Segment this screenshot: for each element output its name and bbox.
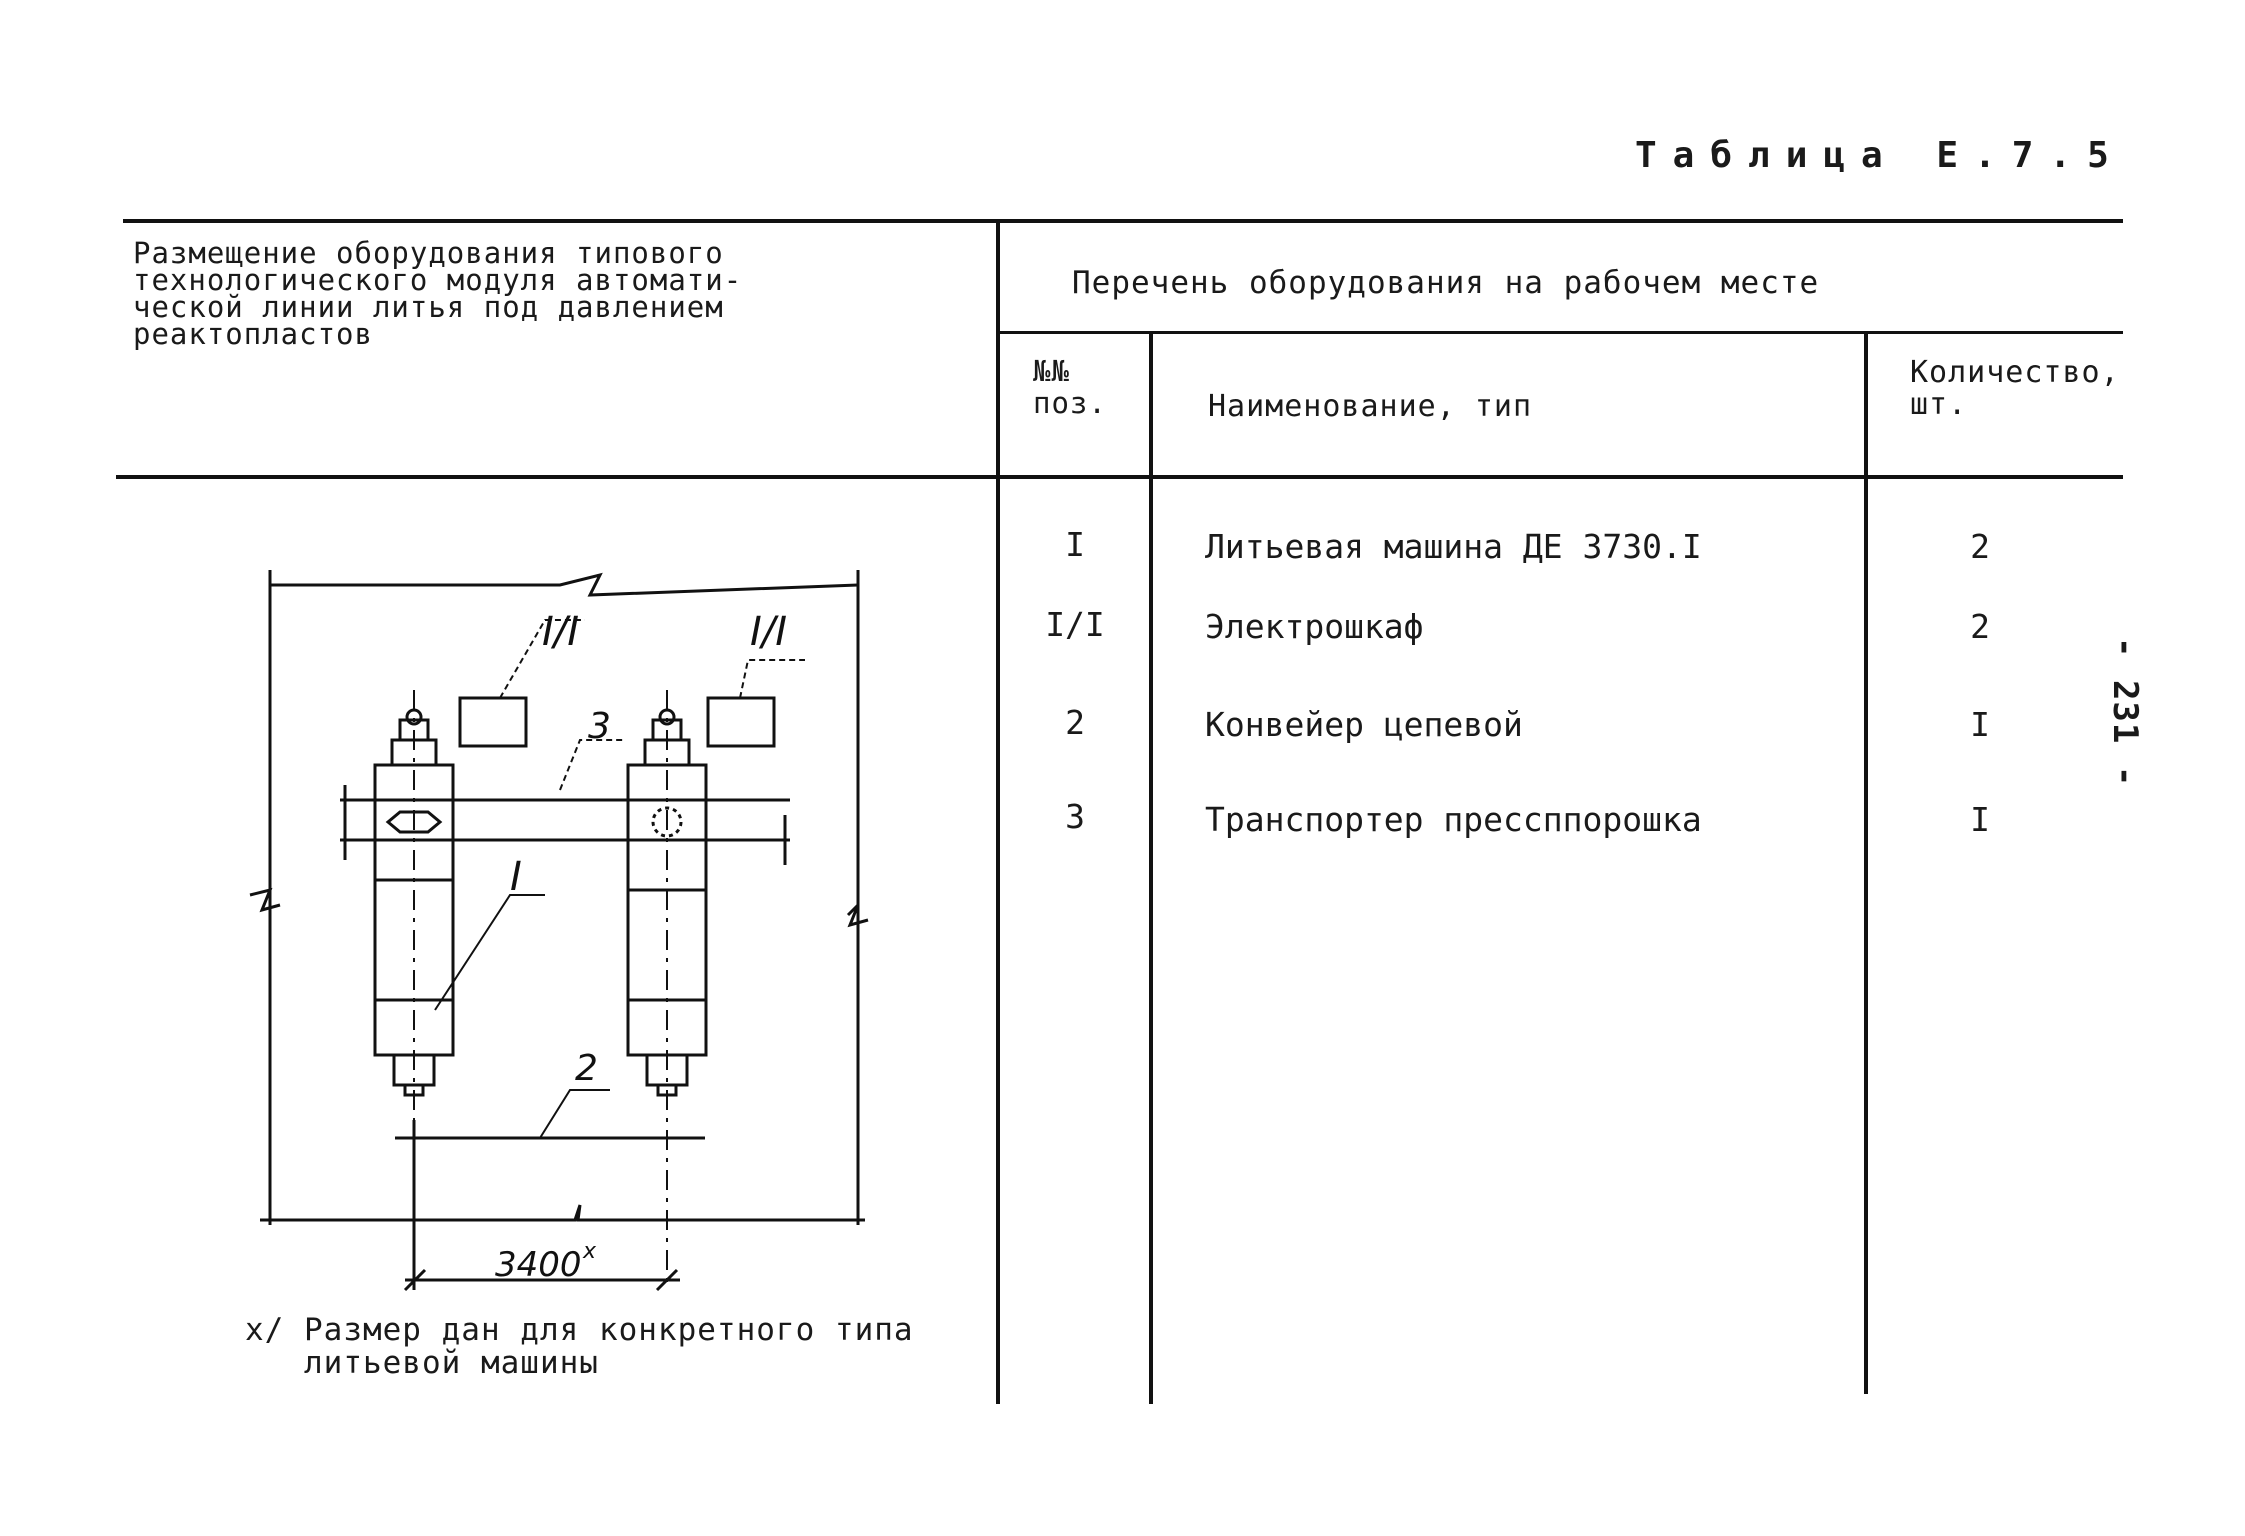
table-title: Таблица Е.7.5 bbox=[1635, 135, 2125, 176]
row-name: Электрошкаф bbox=[1205, 607, 1424, 646]
row-pos: I bbox=[1065, 525, 1085, 564]
callout-transporter: 3 bbox=[588, 706, 611, 747]
row-pos: 3 bbox=[1065, 797, 1085, 836]
left-column-header: Размещение оборудования типового технологического модуля автомати- ческой линии литья под давлением реактопластов bbox=[133, 236, 743, 351]
row-qty: I bbox=[1970, 705, 1990, 744]
row-name: Литьевая машина ДЕ 3730.I bbox=[1205, 527, 1702, 566]
row-name: Транспортер прессппорошка bbox=[1205, 800, 1702, 839]
callout-conveyor: 2 bbox=[575, 1048, 598, 1089]
dimension-value: 3400 bbox=[495, 1245, 582, 1285]
dimension-mark: x bbox=[583, 1239, 597, 1264]
equipment-list-header: Перечень оборудования на рабочем месте bbox=[1072, 265, 1820, 301]
footnote: x/ Размер дан для конкретного типа литьевой машины bbox=[245, 1312, 914, 1381]
callout-cabinet-a: I/I bbox=[542, 609, 580, 655]
name-column-header: Наименование, тип bbox=[1208, 389, 1533, 424]
electrical-cabinet-a bbox=[460, 698, 526, 746]
injection-machine-b bbox=[628, 690, 706, 1290]
row-qty: 2 bbox=[1970, 527, 1990, 566]
callout-machine: I bbox=[510, 854, 522, 900]
page-number: - 231 - bbox=[2105, 637, 2145, 788]
row-name: Конвейер цепевой bbox=[1205, 705, 1523, 744]
electrical-cabinet-b bbox=[708, 698, 774, 746]
drawing-outline bbox=[250, 570, 868, 1225]
qty-column-header: Количество, шт. bbox=[1910, 355, 2120, 422]
row-qty: 2 bbox=[1970, 607, 1990, 646]
callout-cabinet-b: I/I bbox=[750, 609, 788, 655]
injection-machine-a bbox=[375, 690, 453, 1120]
transporter-band bbox=[340, 785, 790, 865]
row-pos: I/I bbox=[1045, 605, 1105, 644]
row-qty: I bbox=[1970, 800, 1990, 839]
pos-column-header: №№ поз. bbox=[1033, 354, 1107, 420]
row-pos: 2 bbox=[1065, 703, 1085, 742]
